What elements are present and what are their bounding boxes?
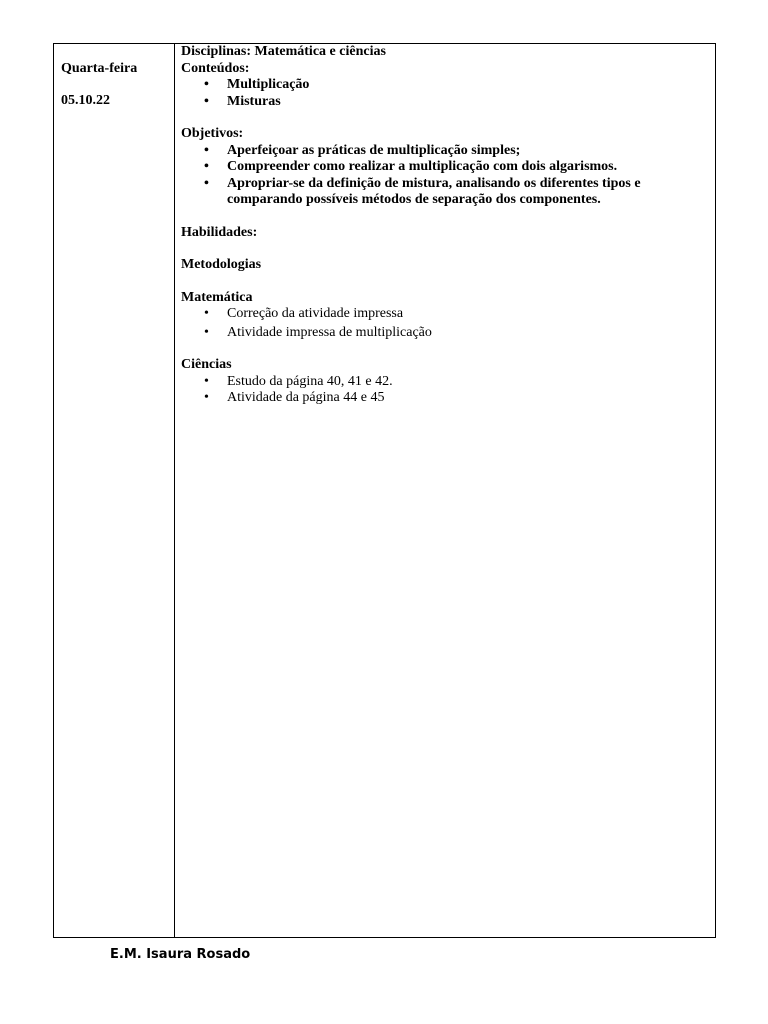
bullet-icon: • xyxy=(204,77,209,92)
disciplinas-heading: Disciplinas: Matemática e ciências xyxy=(181,44,386,59)
objetivos-heading: Objetivos: xyxy=(181,126,244,141)
bullet-icon: • xyxy=(204,93,209,109)
school-footer: E.M. Isaura Rosado xyxy=(110,947,251,962)
list-item-text: Atividade impressa de multiplicação xyxy=(227,324,432,340)
day-column xyxy=(54,44,175,937)
list-item-text: Misturas xyxy=(227,93,281,109)
bullet-icon: • xyxy=(204,159,209,174)
list-item-text: Atividade da página 44 e 45 xyxy=(227,390,385,405)
matematica-heading: Matemática xyxy=(181,289,253,305)
metodologias-heading: Metodologias xyxy=(181,257,262,272)
list-item xyxy=(181,306,715,323)
ciencias-heading: Ciências xyxy=(181,357,232,372)
list-item xyxy=(181,94,715,111)
bullet-icon: • xyxy=(204,373,209,389)
date-label: 05.10.22 xyxy=(61,93,110,108)
bullet-icon: • xyxy=(204,390,209,405)
content-column xyxy=(175,44,715,937)
list-item xyxy=(181,159,715,176)
list-item xyxy=(181,77,715,94)
conteudos-heading: Conteúdos: xyxy=(181,60,250,76)
list-item xyxy=(181,390,715,407)
list-item-text: Apropriar-se da definição de mistura, analisando os diferentes tipos e comparando possíveis métodos de separação dos componentes. xyxy=(227,175,641,207)
bullet-icon: • xyxy=(204,324,209,340)
ciencias-list xyxy=(181,374,715,407)
matematica-list xyxy=(181,306,715,341)
bullet-icon: • xyxy=(204,175,209,191)
list-item-text: Correção da atividade impressa xyxy=(227,306,404,321)
lesson-plan-table xyxy=(53,43,716,938)
bullet-icon: • xyxy=(204,306,209,321)
habilidades-heading: Habilidades: xyxy=(181,224,258,240)
conteudos-list xyxy=(181,77,715,110)
objetivos-list xyxy=(181,143,715,209)
bullet-icon: • xyxy=(204,142,209,158)
list-item xyxy=(181,143,715,160)
list-item-text: Multiplicação xyxy=(227,77,310,92)
list-item-text: Estudo da página 40, 41 e 42. xyxy=(227,373,393,389)
list-item xyxy=(181,325,715,342)
list-item-text: Compreender como realizar a multiplicação com dois algarismos. xyxy=(227,159,618,174)
list-item-text: Aperfeiçoar as práticas de multiplicação simples; xyxy=(227,142,521,158)
list-item xyxy=(181,374,715,391)
weekday-label: Quarta-feira xyxy=(61,61,138,76)
list-item xyxy=(181,176,715,209)
